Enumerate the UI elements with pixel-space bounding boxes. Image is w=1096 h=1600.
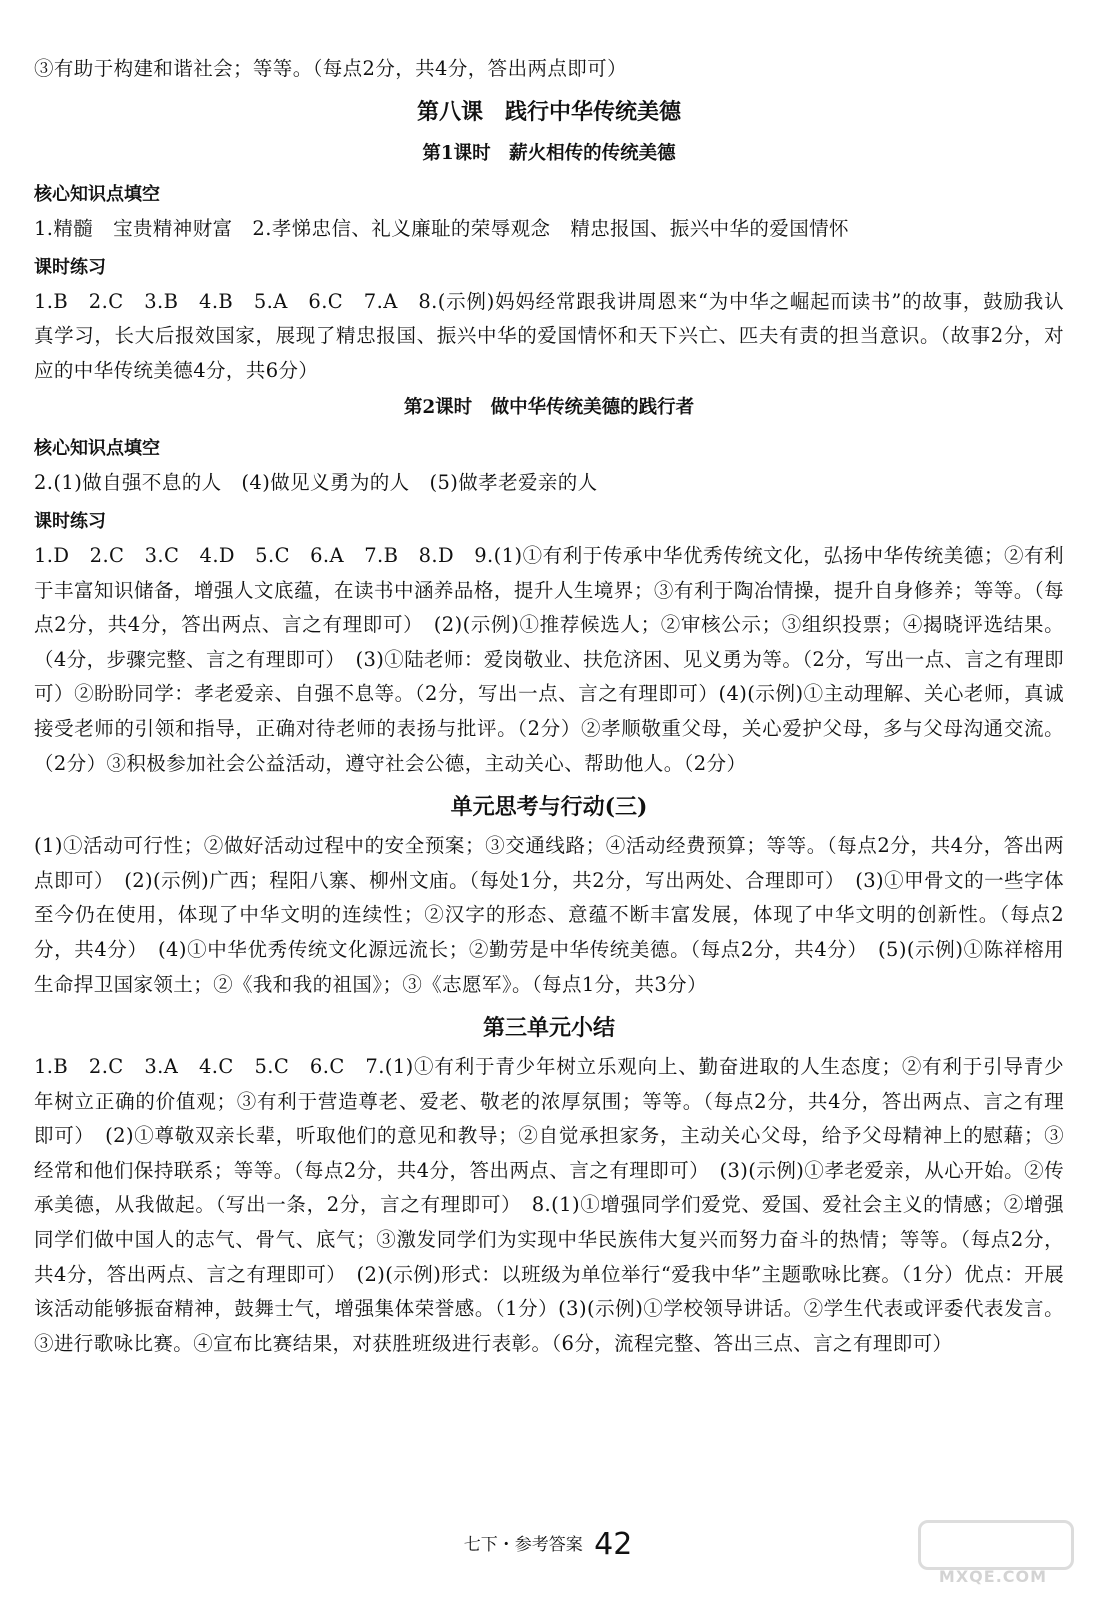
top-line: ③有助于构建和谐社会；等等。（每点2分，共4分，答出两点即可） bbox=[34, 57, 627, 80]
answer-page bbox=[34, 52, 1064, 1361]
period1-core-heading: 核心知识点填空 bbox=[34, 184, 160, 205]
unit-summary-text: 1.B 2.C 3.A 4.C 5.C 6.C 7.(1)①有利于青少年树立乐观向上、勤奋进取的人生态度；②有利于引导青少年树立正确的价值观；③有利于营造尊老、爱老、敬老的浓厚氛围；等等。（每点2分，共4分，答出两点、言之有理即可） (2)①尊敬双亲长辈，听取他们的意见和教导；②自觉承担家务，主动关心父母，给予父母精神上的慰藉；③经常和他们保持联系；等等。（每点2分，共4分，答出两点、言之有理即可） (3)(示例)①孝老爱亲，从心开始。②传承美德，从我做起。（写出一条，2分，言之有理即可） 8.(1)①增强同学们爱党、爱国、爱社会主义的情感；②增强同学们做中国人的志气、骨气、底气；③激发同学们为实现中华民族伟大复兴而努力奋斗的热情；等等。（每点2分，共4分，答出两点、言之有理即可） (2)(示例)形式：以班级为单位举行“爱我中华”主题歌咏比赛。（1分）优点：开展该活动能够振奋精神，鼓舞士气，增强集体荣誉感。（1分）(3)(示例)①学校领导讲话。②学生代表或评委代表发言。③进行歌咏比赛。④宣布比赛结果，对获胜班级进行表彰。（6分，流程完整、答出三点、言之有理即可） bbox=[34, 1055, 1064, 1355]
period1-core-text: 1.精髓 宝贵精神财富 2.孝悌忠信、礼义廉耻的荣辱观念 精忠报国、振兴中华的爱国情怀 bbox=[34, 217, 849, 240]
period1-title: 第1课时 薪火相传的传统美德 bbox=[422, 143, 676, 164]
page-number: 42 bbox=[594, 1527, 633, 1562]
period1-practice-heading: 课时练习 bbox=[34, 256, 106, 278]
lesson8-title: 第八课 践行中华传统美德 bbox=[416, 99, 681, 125]
unit-action-title: 单元思考与行动(三) bbox=[450, 794, 648, 821]
watermark-badge-icon bbox=[918, 1520, 1074, 1570]
period1-practice-text: 1.B 2.C 3.B 4.B 5.A 6.C 7.A 8.(示例)妈妈经常跟我讲周恩来“为中华之崛起而读书”的故事，鼓励我认真学习，长大后报效国家，展现了精忠报国、振兴中华的爱国情怀和天下兴亡、匹夫有责的担当意识。（故事2分，对应的中华传统美德4分，共6分） bbox=[34, 289, 1064, 382]
period2-practice-text: 1.D 2.C 3.C 4.D 5.C 6.A 7.B 8.D 9.(1)①有利于传承中华优秀传统文化，弘扬中华传统美德；②有利于丰富知识储备，增强人文底蕴，在读书中涵养品格，提升人生境界；③有利于陶冶情操，提升自身修养；等等。（每点2分，共4分，答出两点、言之有理即可） (2)(示例)①推荐候选人；②审核公示；③组织投票；④揭晓评选结果。（4分，步骤完整、言之有理即可） (3)①陆老师：爱岗敬业、扶危济困、见义勇为等。（2分，写出一点、言之有理即可）②盼盼同学：孝老爱亲、自强不息等。（2分，写出一点、言之有理即可）(4)(示例)①主动理解、关心老师，真诚接受老师的引领和指导，正确对待老师的表扬与批评。（2分）②孝顺敬重父母，关心爱护父母，多与父母沟通交流。（2分）③积极参加社会公益活动，遵守社会公德，主动关心、帮助他人。（2分） bbox=[34, 543, 1064, 775]
watermark-logo bbox=[918, 1520, 1068, 1586]
period2-core-text: 2.(1)做自强不息的人 (4)做见义勇为的人 (5)做孝老爱亲的人 bbox=[34, 471, 598, 495]
unit-summary-title: 第三单元小结 bbox=[482, 1015, 615, 1042]
period2-core-heading: 核心知识点填空 bbox=[34, 438, 160, 460]
period2-practice-heading: 课时练习 bbox=[34, 510, 106, 532]
watermark-url: MXQE.COM bbox=[938, 1567, 1048, 1586]
unit-action-text: (1)①活动可行性；②做好活动过程中的安全预案；③交通线路；④活动经费预算；等等。（每点2分，共4分，答出两点即可） (2)(示例)广西；程阳八寨、柳州文庙。（每处1分，共2分，写出两处、合理即可） (3)①甲骨文的一些字体至今仍在使用，体现了中华文明的连续性；②汉字的形态、意蕴不断丰富发展，体现了中华文明的创新性。（每点2分，共4分） (4)①中华优秀传统文化源远流长；②勤劳是中华传统美德。（每点2分，共4分） (5)(示例)①陈祥榕用生命捍卫国家领土；②《我和我的祖国》；③《志愿军》。（每点1分，共3分） bbox=[34, 834, 1064, 996]
period2-title: 第2课时 做中华传统美德的践行者 bbox=[403, 397, 695, 419]
footer-label: 七下・参考答案 bbox=[463, 1535, 583, 1555]
